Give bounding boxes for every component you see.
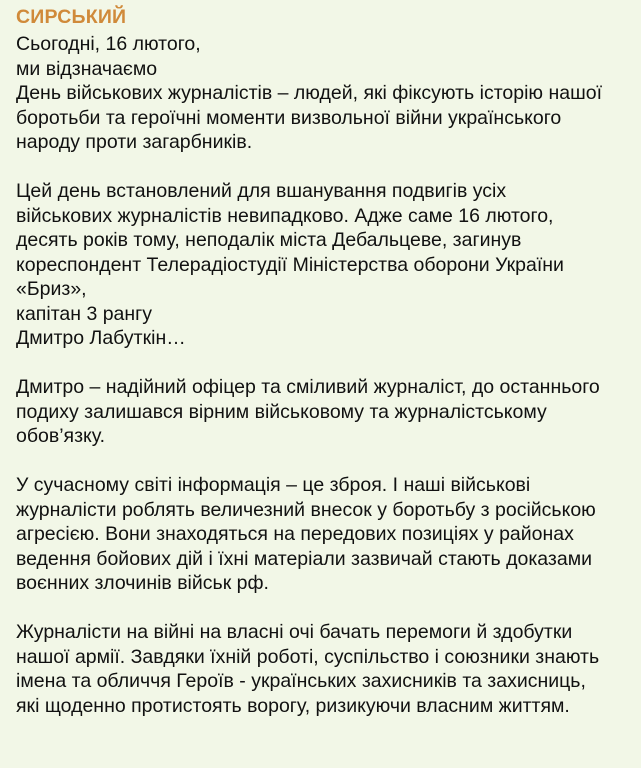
paragraph [16,375,633,449]
paragraph [16,179,633,351]
text-line: кореспондент Телерадіостудії Міністерства оборони України [16,253,564,276]
text-line: День військових журналістів – людей, які фіксують історію нашої [16,82,602,104]
author-name[interactable]: СИРСЬКИЙ [16,6,127,28]
text-line: народу проти загарбників. [16,131,253,153]
text-line: десять років тому, неподалік міста Дебальцеве, загинув [16,229,522,251]
text-line: які щоденно протистоять ворогу, ризикуючи власним життям. [16,694,570,717]
text-line: Дмитро – надійний офіцер та сміливий журналіст, до останнього [16,376,600,398]
paragraph [16,32,633,155]
text-line: «Бриз», [16,278,87,300]
text-line: імена та обличчя Героїв - українських захисників та захисниць, [16,670,586,692]
text-line: воєнних злочинів військ рф. [16,572,269,594]
text-line: нашої армії. Завдяки їхній роботі, суспільство і союзники знають [16,645,600,668]
text-line: У сучасному світі інформація – це зброя. І наші військові [16,474,531,496]
text-line: подиху залишався вірним військовому та журналістському [16,400,547,423]
text-line: Цей день встановлений для вшанування подвигів усіх [16,180,507,202]
text-line: капітан 3 рангу [16,302,153,325]
text-line: Дмитро Лабуткін… [16,327,186,349]
paragraph [16,620,633,718]
text-line: журналісти роблять величезний внесок у боротьбу з російською [16,498,596,521]
text-line: ведення бойових дій і їхні матеріали зазвичай стають доказами [16,547,592,570]
text-line: Сьогодні, 16 лютого, [16,33,201,55]
text-line: Журналісти на війні на власні очі бачать перемоги й здобутки [16,621,573,643]
text-line: боротьби та героїчні моменти визвольної війни українського [16,106,562,129]
text-line: агресією. Вони знаходяться на передових позиціях у районах [16,523,574,545]
paragraph [16,473,633,596]
text-line: обов’язку. [16,425,106,447]
message-text [16,32,633,718]
text-line: ми відзначаємо [16,57,158,80]
text-line: військових журналістів невипадково. Адже саме 16 лютого, [16,204,554,227]
